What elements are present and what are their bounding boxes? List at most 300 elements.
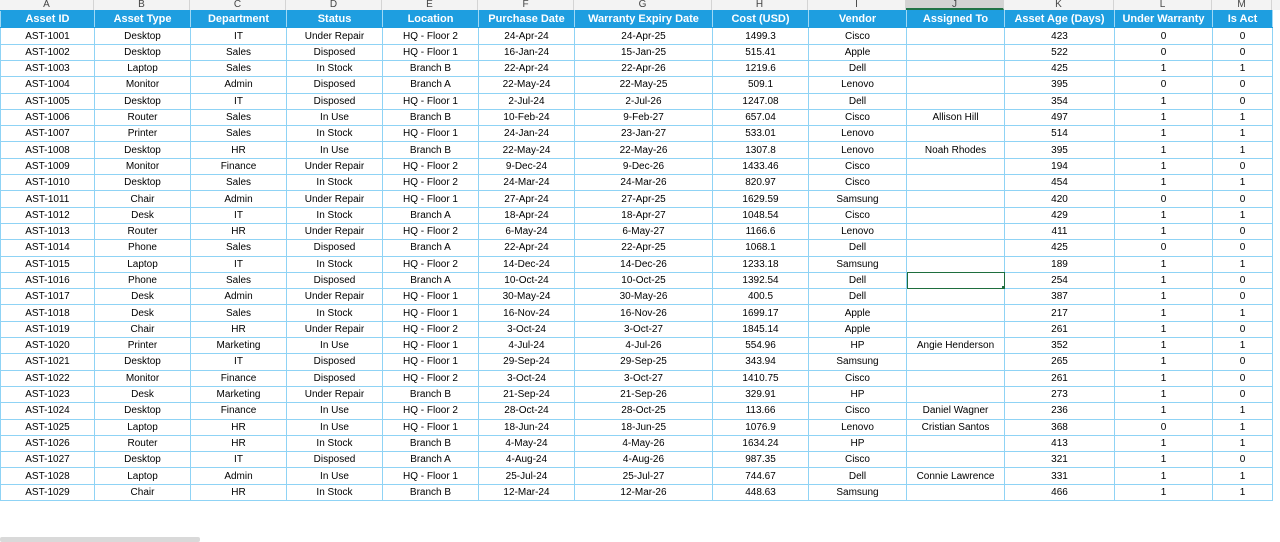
table-cell[interactable]: HR	[191, 223, 287, 239]
table-cell[interactable]: Desk	[95, 305, 191, 321]
table-cell[interactable]	[907, 386, 1005, 402]
table-cell[interactable]: 9-Feb-27	[575, 109, 713, 125]
table-cell[interactable]: Cristian Santos	[907, 419, 1005, 435]
table-cell[interactable]: 3-Oct-24	[479, 321, 575, 337]
table-cell[interactable]	[907, 484, 1005, 500]
table-cell[interactable]: 533.01	[713, 126, 809, 142]
table-cell[interactable]: 30-May-24	[479, 289, 575, 305]
table-cell[interactable]: 4-Aug-24	[479, 452, 575, 468]
table-cell[interactable]: Sales	[191, 44, 287, 60]
table-cell[interactable]: 4-May-24	[479, 435, 575, 451]
table-cell[interactable]: 22-Apr-26	[575, 60, 713, 76]
table-cell[interactable]: 1	[1115, 354, 1213, 370]
table-cell[interactable]: 395	[1005, 77, 1115, 93]
table-cell[interactable]: 1	[1115, 403, 1213, 419]
table-cell[interactable]: AST-1020	[1, 338, 95, 354]
table-cell[interactable]: 1307.8	[713, 142, 809, 158]
table-cell[interactable]: 16-Nov-26	[575, 305, 713, 321]
table-cell[interactable]: 448.63	[713, 484, 809, 500]
table-cell[interactable]: 21-Sep-26	[575, 386, 713, 402]
table-cell[interactable]: Desktop	[95, 452, 191, 468]
table-cell[interactable]: IT	[191, 28, 287, 44]
table-cell[interactable]: 27-Apr-25	[575, 191, 713, 207]
table-cell[interactable]	[907, 354, 1005, 370]
table-cell[interactable]: Dell	[809, 272, 907, 288]
table-cell[interactable]: 1076.9	[713, 419, 809, 435]
table-cell[interactable]: In Stock	[287, 207, 383, 223]
table-cell[interactable]: Noah Rhodes	[907, 142, 1005, 158]
column-header-cell[interactable]: Status	[287, 11, 383, 28]
table-cell[interactable]: Sales	[191, 272, 287, 288]
table-cell[interactable]: Cisco	[809, 158, 907, 174]
column-letter-g[interactable]: G	[574, 0, 712, 10]
table-cell[interactable]: 514	[1005, 126, 1115, 142]
table-cell[interactable]: 1392.54	[713, 272, 809, 288]
table-cell[interactable]: 1219.6	[713, 60, 809, 76]
table-cell[interactable]: HQ - Floor 2	[383, 370, 479, 386]
table-cell[interactable]: Branch A	[383, 77, 479, 93]
table-cell[interactable]: 554.96	[713, 338, 809, 354]
table-cell[interactable]: In Use	[287, 338, 383, 354]
column-header-cell[interactable]: Department	[191, 11, 287, 28]
table-cell[interactable]: 217	[1005, 305, 1115, 321]
table-cell[interactable]: 509.1	[713, 77, 809, 93]
table-cell[interactable]	[907, 93, 1005, 109]
table-cell[interactable]: AST-1014	[1, 240, 95, 256]
table-cell[interactable]	[907, 158, 1005, 174]
table-cell[interactable]: Disposed	[287, 240, 383, 256]
column-header-cell[interactable]: Asset Type	[95, 11, 191, 28]
table-cell[interactable]: Lenovo	[809, 126, 907, 142]
column-header-cell[interactable]: Is Act	[1213, 11, 1273, 28]
table-cell[interactable]: 0	[1115, 240, 1213, 256]
table-cell[interactable]: AST-1025	[1, 419, 95, 435]
table-cell[interactable]: 1	[1115, 175, 1213, 191]
table-cell[interactable]: 1	[1115, 452, 1213, 468]
table-cell[interactable]: 321	[1005, 452, 1115, 468]
table-cell[interactable]: Cisco	[809, 207, 907, 223]
table-cell[interactable]: Chair	[95, 191, 191, 207]
table-cell[interactable]: 1068.1	[713, 240, 809, 256]
table-cell[interactable]: 12-Mar-24	[479, 484, 575, 500]
table-cell[interactable]: 10-Feb-24	[479, 109, 575, 125]
table-cell[interactable]: HP	[809, 338, 907, 354]
table-cell[interactable]: 4-Aug-26	[575, 452, 713, 468]
table-cell[interactable]: 1166.6	[713, 223, 809, 239]
table-cell[interactable]: Desk	[95, 386, 191, 402]
table-cell[interactable]: Samsung	[809, 191, 907, 207]
table-cell[interactable]: 1845.14	[713, 321, 809, 337]
table-cell[interactable]: 1	[1213, 305, 1273, 321]
table-cell[interactable]: HQ - Floor 2	[383, 256, 479, 272]
table-cell[interactable]: 9-Dec-26	[575, 158, 713, 174]
table-cell[interactable]: 1	[1213, 338, 1273, 354]
table-cell[interactable]: 395	[1005, 142, 1115, 158]
table-cell[interactable]: Branch B	[383, 142, 479, 158]
column-letter-f[interactable]: F	[478, 0, 574, 10]
column-letter-b[interactable]: B	[94, 0, 190, 10]
column-letter-l[interactable]: L	[1114, 0, 1212, 10]
table-cell[interactable]: Desktop	[95, 175, 191, 191]
table-cell[interactable]: HQ - Floor 1	[383, 354, 479, 370]
table-cell[interactable]: HR	[191, 321, 287, 337]
table-cell[interactable]: 22-Apr-25	[575, 240, 713, 256]
active-cell[interactable]	[907, 272, 1005, 288]
table-cell[interactable]: 0	[1213, 452, 1273, 468]
table-cell[interactable]: 6-May-27	[575, 223, 713, 239]
table-cell[interactable]: 1	[1213, 142, 1273, 158]
table-cell[interactable]: Dell	[809, 60, 907, 76]
table-cell[interactable]: Disposed	[287, 93, 383, 109]
table-cell[interactable]: 368	[1005, 419, 1115, 435]
table-cell[interactable]: Sales	[191, 240, 287, 256]
table-cell[interactable]: Desktop	[95, 142, 191, 158]
table-cell[interactable]: Under Repair	[287, 28, 383, 44]
table-cell[interactable]: In Stock	[287, 175, 383, 191]
table-cell[interactable]	[907, 240, 1005, 256]
table-cell[interactable]: 0	[1213, 354, 1273, 370]
table-cell[interactable]: 22-May-24	[479, 77, 575, 93]
table-cell[interactable]: Router	[95, 435, 191, 451]
table-cell[interactable]: In Use	[287, 403, 383, 419]
table-cell[interactable]: Disposed	[287, 272, 383, 288]
table-cell[interactable]: Branch A	[383, 207, 479, 223]
table-cell[interactable]: Branch B	[383, 435, 479, 451]
table-cell[interactable]: 265	[1005, 354, 1115, 370]
table-cell[interactable]: Connie Lawrence	[907, 468, 1005, 484]
table-cell[interactable]: 28-Oct-25	[575, 403, 713, 419]
table-cell[interactable]: In Use	[287, 109, 383, 125]
column-header-cell[interactable]: Under Warranty	[1115, 11, 1213, 28]
table-cell[interactable]: 329.91	[713, 386, 809, 402]
table-cell[interactable]: 411	[1005, 223, 1115, 239]
table-cell[interactable]: 0	[1213, 223, 1273, 239]
table-cell[interactable]: AST-1004	[1, 77, 95, 93]
table-cell[interactable]: Daniel Wagner	[907, 403, 1005, 419]
table-cell[interactable]: 254	[1005, 272, 1115, 288]
table-cell[interactable]	[907, 77, 1005, 93]
table-cell[interactable]: 22-May-26	[575, 142, 713, 158]
table-cell[interactable]: 22-May-24	[479, 142, 575, 158]
table-cell[interactable]: 1	[1213, 468, 1273, 484]
table-cell[interactable]: 1	[1213, 126, 1273, 142]
table-cell[interactable]: Desktop	[95, 403, 191, 419]
column-letter-a[interactable]: A	[0, 0, 94, 10]
table-cell[interactable]: AST-1023	[1, 386, 95, 402]
table-cell[interactable]: Desktop	[95, 44, 191, 60]
table-cell[interactable]: Under Repair	[287, 289, 383, 305]
table-cell[interactable]: Laptop	[95, 419, 191, 435]
table-cell[interactable]: 18-Jun-24	[479, 419, 575, 435]
table-cell[interactable]: HQ - Floor 1	[383, 419, 479, 435]
table-cell[interactable]: 261	[1005, 370, 1115, 386]
column-header-cell[interactable]: Asset ID	[1, 11, 95, 28]
table-cell[interactable]: Monitor	[95, 370, 191, 386]
table-cell[interactable]: 1433.46	[713, 158, 809, 174]
table-cell[interactable]: 331	[1005, 468, 1115, 484]
table-cell[interactable]: Laptop	[95, 468, 191, 484]
table-cell[interactable]: Cisco	[809, 370, 907, 386]
table-cell[interactable]: Disposed	[287, 77, 383, 93]
table-cell[interactable]: AST-1005	[1, 93, 95, 109]
table-cell[interactable]: 1	[1213, 109, 1273, 125]
table-cell[interactable]: 10-Oct-25	[575, 272, 713, 288]
table-cell[interactable]: 16-Nov-24	[479, 305, 575, 321]
table-cell[interactable]: 1410.75	[713, 370, 809, 386]
table-cell[interactable]: Samsung	[809, 354, 907, 370]
table-cell[interactable]: 1	[1115, 126, 1213, 142]
table-cell[interactable]: HR	[191, 419, 287, 435]
table-cell[interactable]	[907, 207, 1005, 223]
table-cell[interactable]: 1	[1115, 256, 1213, 272]
table-cell[interactable]: HQ - Floor 1	[383, 126, 479, 142]
table-cell[interactable]: HQ - Floor 1	[383, 93, 479, 109]
table-cell[interactable]: Printer	[95, 126, 191, 142]
table-cell[interactable]: Admin	[191, 191, 287, 207]
table-cell[interactable]: 0	[1213, 77, 1273, 93]
table-cell[interactable]: Branch A	[383, 452, 479, 468]
table-cell[interactable]: Lenovo	[809, 223, 907, 239]
table-cell[interactable]: 429	[1005, 207, 1115, 223]
table-cell[interactable]: 1	[1115, 338, 1213, 354]
table-cell[interactable]: Marketing	[191, 338, 287, 354]
table-cell[interactable]: HQ - Floor 1	[383, 191, 479, 207]
table-cell[interactable]: HR	[191, 435, 287, 451]
column-header-cell[interactable]: Location	[383, 11, 479, 28]
table-cell[interactable]: 1233.18	[713, 256, 809, 272]
table-cell[interactable]: AST-1024	[1, 403, 95, 419]
table-cell[interactable]: 1	[1115, 321, 1213, 337]
table-cell[interactable]: Phone	[95, 240, 191, 256]
table-cell[interactable]: 194	[1005, 158, 1115, 174]
table-cell[interactable]: 24-Apr-24	[479, 28, 575, 44]
table-cell[interactable]: 744.67	[713, 468, 809, 484]
table-cell[interactable]: 273	[1005, 386, 1115, 402]
table-cell[interactable]: 820.97	[713, 175, 809, 191]
table-cell[interactable]: AST-1026	[1, 435, 95, 451]
table-cell[interactable]: Disposed	[287, 44, 383, 60]
column-header-cell[interactable]: Purchase Date	[479, 11, 575, 28]
column-header-cell[interactable]: Cost (USD)	[713, 11, 809, 28]
table-cell[interactable]: Admin	[191, 289, 287, 305]
table-cell[interactable]: Sales	[191, 60, 287, 76]
table-cell[interactable]: IT	[191, 256, 287, 272]
table-cell[interactable]: Laptop	[95, 60, 191, 76]
table-cell[interactable]: 1	[1115, 484, 1213, 500]
table-cell[interactable]: 15-Jan-25	[575, 44, 713, 60]
table-cell[interactable]: AST-1029	[1, 484, 95, 500]
table-cell[interactable]: AST-1015	[1, 256, 95, 272]
table-cell[interactable]: Marketing	[191, 386, 287, 402]
table-cell[interactable]: 1	[1115, 289, 1213, 305]
table-cell[interactable]: Cisco	[809, 28, 907, 44]
table-cell[interactable]: Disposed	[287, 370, 383, 386]
table-cell[interactable]: Samsung	[809, 484, 907, 500]
table-cell[interactable]: 0	[1115, 44, 1213, 60]
table-cell[interactable]: IT	[191, 207, 287, 223]
table-cell[interactable]: Sales	[191, 126, 287, 142]
table-cell[interactable]: 413	[1005, 435, 1115, 451]
table-cell[interactable]: 22-May-25	[575, 77, 713, 93]
table-cell[interactable]: Sales	[191, 109, 287, 125]
table-cell[interactable]: Dell	[809, 240, 907, 256]
table-cell[interactable]: HQ - Floor 2	[383, 175, 479, 191]
table-cell[interactable]: HQ - Floor 2	[383, 28, 479, 44]
table-cell[interactable]: 18-Jun-25	[575, 419, 713, 435]
table-cell[interactable]: 1499.3	[713, 28, 809, 44]
table-cell[interactable]: Apple	[809, 44, 907, 60]
table-cell[interactable]: Router	[95, 109, 191, 125]
table-cell[interactable]: In Use	[287, 142, 383, 158]
table-cell[interactable]: 29-Sep-25	[575, 354, 713, 370]
table-cell[interactable]: 21-Sep-24	[479, 386, 575, 402]
table-cell[interactable]: 1	[1115, 109, 1213, 125]
table-cell[interactable]: Branch B	[383, 109, 479, 125]
table-cell[interactable]: AST-1027	[1, 452, 95, 468]
table-cell[interactable]: IT	[191, 93, 287, 109]
table-cell[interactable]: HP	[809, 435, 907, 451]
table-cell[interactable]: 1	[1213, 419, 1273, 435]
table-cell[interactable]: 25-Jul-27	[575, 468, 713, 484]
table-cell[interactable]: 236	[1005, 403, 1115, 419]
table-cell[interactable]: Desktop	[95, 354, 191, 370]
table-cell[interactable]: 1	[1213, 484, 1273, 500]
table-cell[interactable]: 1	[1115, 207, 1213, 223]
table-cell[interactable]: 1	[1213, 175, 1273, 191]
table-cell[interactable]: 1	[1115, 272, 1213, 288]
column-header-cell[interactable]: Vendor	[809, 11, 907, 28]
column-letter-j[interactable]: J	[906, 0, 1004, 10]
table-cell[interactable]: 261	[1005, 321, 1115, 337]
table-cell[interactable]: Desk	[95, 289, 191, 305]
column-header-cell[interactable]: Warranty Expiry Date	[575, 11, 713, 28]
table-cell[interactable]: AST-1008	[1, 142, 95, 158]
table-cell[interactable]: HQ - Floor 2	[383, 321, 479, 337]
table-cell[interactable]	[907, 452, 1005, 468]
table-cell[interactable]: HQ - Floor 1	[383, 338, 479, 354]
table-cell[interactable]: AST-1010	[1, 175, 95, 191]
table-cell[interactable]: 24-Mar-24	[479, 175, 575, 191]
table-cell[interactable]: Cisco	[809, 109, 907, 125]
table-cell[interactable]: 387	[1005, 289, 1115, 305]
table-cell[interactable]	[907, 435, 1005, 451]
table-cell[interactable]: In Stock	[287, 305, 383, 321]
table-cell[interactable]: 12-Mar-26	[575, 484, 713, 500]
table-cell[interactable]: 423	[1005, 28, 1115, 44]
table-cell[interactable]: In Stock	[287, 126, 383, 142]
table-cell[interactable]: Finance	[191, 158, 287, 174]
table-cell[interactable]: 6-May-24	[479, 223, 575, 239]
table-cell[interactable]: 0	[1115, 77, 1213, 93]
table-cell[interactable]: Apple	[809, 321, 907, 337]
table-cell[interactable]: 1	[1115, 158, 1213, 174]
table-cell[interactable]: Angie Henderson	[907, 338, 1005, 354]
table-cell[interactable]: 1	[1115, 468, 1213, 484]
table-cell[interactable]: 1	[1115, 435, 1213, 451]
table-cell[interactable]: 22-Apr-24	[479, 240, 575, 256]
table-cell[interactable]: 3-Oct-24	[479, 370, 575, 386]
table-cell[interactable]	[907, 256, 1005, 272]
table-cell[interactable]: 1	[1115, 370, 1213, 386]
table-cell[interactable]: 24-Apr-25	[575, 28, 713, 44]
table-cell[interactable]	[907, 175, 1005, 191]
column-letter-c[interactable]: C	[190, 0, 286, 10]
table-cell[interactable]: 0	[1115, 191, 1213, 207]
table-cell[interactable]: 1	[1213, 256, 1273, 272]
table-cell[interactable]: 1	[1213, 60, 1273, 76]
table-cell[interactable]	[907, 289, 1005, 305]
table-cell[interactable]: Dell	[809, 93, 907, 109]
table-cell[interactable]: 0	[1213, 240, 1273, 256]
table-cell[interactable]	[907, 126, 1005, 142]
table-cell[interactable]: 987.35	[713, 452, 809, 468]
table-cell[interactable]: Under Repair	[287, 158, 383, 174]
table-cell[interactable]: 0	[1213, 28, 1273, 44]
table-cell[interactable]: AST-1022	[1, 370, 95, 386]
table-cell[interactable]: AST-1011	[1, 191, 95, 207]
table-cell[interactable]: Cisco	[809, 175, 907, 191]
table-cell[interactable]: Cisco	[809, 452, 907, 468]
table-cell[interactable]: Lenovo	[809, 142, 907, 158]
table-cell[interactable]: 1	[1115, 305, 1213, 321]
table-cell[interactable]: 1629.59	[713, 191, 809, 207]
column-letter-h[interactable]: H	[712, 0, 808, 10]
table-cell[interactable]: 0	[1213, 191, 1273, 207]
table-cell[interactable]: 3-Oct-27	[575, 321, 713, 337]
table-cell[interactable]: 27-Apr-24	[479, 191, 575, 207]
table-cell[interactable]: 4-Jul-24	[479, 338, 575, 354]
table-cell[interactable]	[907, 28, 1005, 44]
table-cell[interactable]: Sales	[191, 175, 287, 191]
table-cell[interactable]: 1048.54	[713, 207, 809, 223]
table-cell[interactable]: Desktop	[95, 28, 191, 44]
table-cell[interactable]: Admin	[191, 468, 287, 484]
table-cell[interactable]: In Stock	[287, 435, 383, 451]
table-cell[interactable]: 2-Jul-26	[575, 93, 713, 109]
column-letter-d[interactable]: D	[286, 0, 382, 10]
table-cell[interactable]: Admin	[191, 77, 287, 93]
table-cell[interactable]: Samsung	[809, 256, 907, 272]
table-cell[interactable]: 18-Apr-24	[479, 207, 575, 223]
column-letter-m[interactable]: M	[1212, 0, 1272, 10]
table-cell[interactable]: 522	[1005, 44, 1115, 60]
table-cell[interactable]: 29-Sep-24	[479, 354, 575, 370]
table-cell[interactable]: HQ - Floor 1	[383, 44, 479, 60]
table-cell[interactable]: Branch B	[383, 60, 479, 76]
table-cell[interactable]: Cisco	[809, 403, 907, 419]
table-cell[interactable]: 657.04	[713, 109, 809, 125]
table-cell[interactable]: Chair	[95, 484, 191, 500]
table-cell[interactable]: In Use	[287, 419, 383, 435]
table-cell[interactable]: Router	[95, 223, 191, 239]
table-cell[interactable]: Disposed	[287, 452, 383, 468]
table-cell[interactable]: 1699.17	[713, 305, 809, 321]
table-cell[interactable]: 0	[1213, 44, 1273, 60]
table-cell[interactable]: Under Repair	[287, 321, 383, 337]
table-cell[interactable]: In Stock	[287, 60, 383, 76]
table-cell[interactable]: 1	[1115, 223, 1213, 239]
table-cell[interactable]: 28-Oct-24	[479, 403, 575, 419]
table-cell[interactable]	[907, 305, 1005, 321]
table-cell[interactable]: 497	[1005, 109, 1115, 125]
table-cell[interactable]: HQ - Floor 2	[383, 158, 479, 174]
column-header-cell[interactable]: Asset Age (Days)	[1005, 11, 1115, 28]
table-cell[interactable]: In Stock	[287, 484, 383, 500]
table-cell[interactable]: 1	[1213, 403, 1273, 419]
table-cell[interactable]: Finance	[191, 370, 287, 386]
table-cell[interactable]	[907, 223, 1005, 239]
table-cell[interactable]: Sales	[191, 305, 287, 321]
